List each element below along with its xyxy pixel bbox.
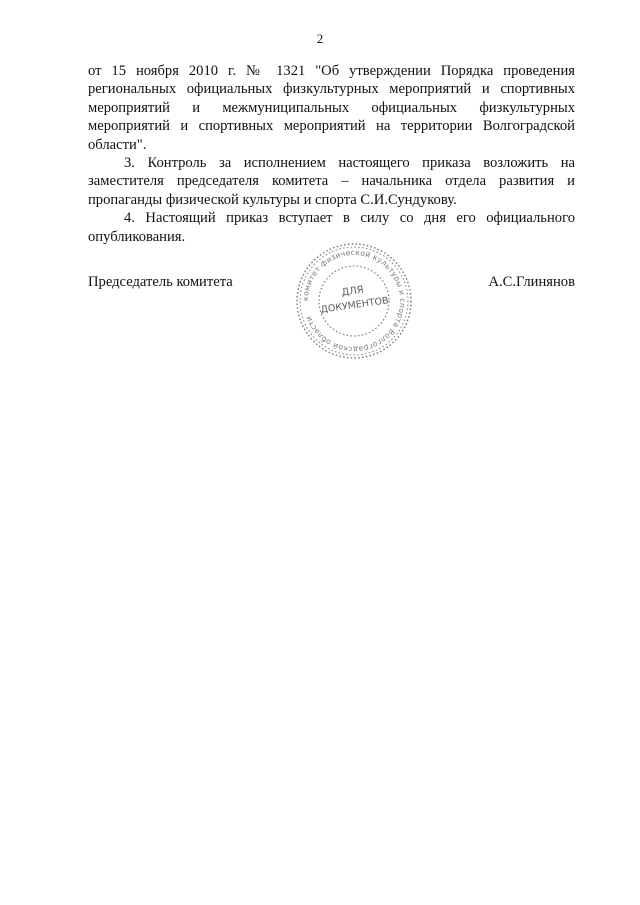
paragraph-continuation: от 15 ноября 2010 г. № 1321 "Об утверждении Порядка проведения региональных официальных физкультурных мероприятий и спортивных мероприятий и межмуниципальных официальных физкультурных мероприятий и спортивных мероприятий на территории Волгоградской области". xyxy=(88,63,575,153)
signatory-name: А.С.Глинянов xyxy=(488,274,575,290)
page-number: 2 xyxy=(316,31,324,46)
stamp-ring-text: комитет физической культуры и спорта Волгоградской области xyxy=(300,247,408,355)
official-stamp xyxy=(292,240,416,362)
paragraph-item-3: 3. Контроль за исполнением настоящего приказа возложить на заместителя председателя комитета – начальника отдела развития и пропаганды физической культуры и спорта С.И.Сундукову. xyxy=(88,155,575,208)
stamp-inner-line1: ДЛЯ xyxy=(340,284,365,299)
paragraph-item-4: 4. Настоящий приказ вступает в силу со дня его официального опубликования. xyxy=(88,210,575,245)
stamp-inner-line2: ДОКУМЕНТОВ xyxy=(319,295,390,316)
document-body xyxy=(88,62,575,246)
signatory-title: Председатель комитета xyxy=(88,274,233,290)
